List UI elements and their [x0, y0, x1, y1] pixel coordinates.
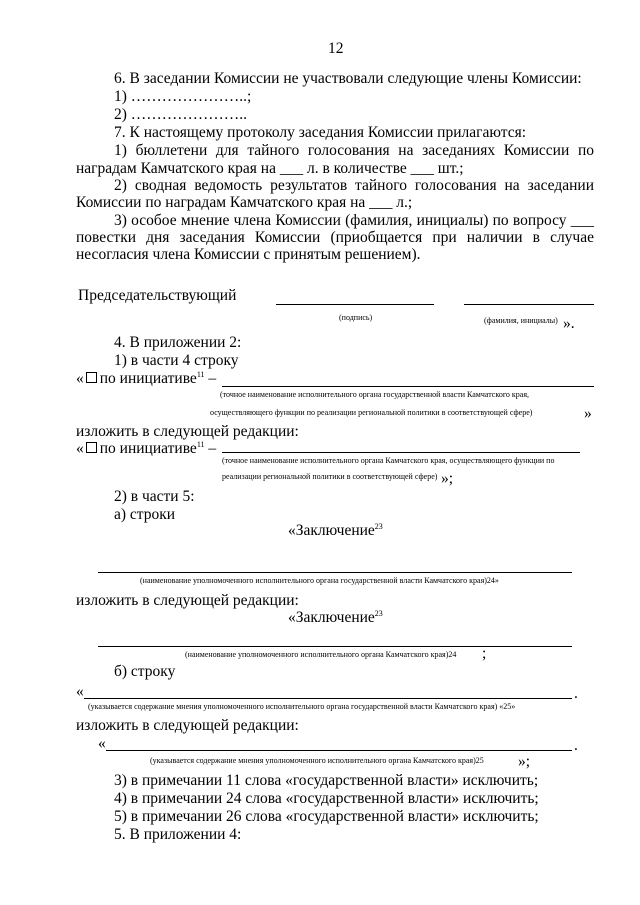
restate-label-1: изложить в следующей редакции:	[76, 423, 299, 440]
blank-line	[84, 698, 572, 699]
blank-line	[106, 750, 572, 751]
blank-line	[98, 646, 572, 647]
open-quote: «	[76, 683, 84, 700]
name-caption: (фамилия, инициалы)	[484, 316, 558, 325]
blank-line	[222, 452, 580, 453]
close-quote-semicolon: »;	[518, 753, 531, 770]
restate-label-3: изложить в следующей редакции:	[76, 717, 299, 734]
exec-caption-old-line-2: осуществляющего функции по реализации региональной политики в соответствующей сфере)	[210, 408, 533, 417]
initiative-line-new	[76, 440, 216, 458]
paragraph-7-item-3-line-1: 3) особое мнение члена Комиссии (фамилия, инициалы) по вопросу ___	[114, 212, 594, 229]
initiative-text: по инициативе	[99, 370, 197, 387]
paragraph-4-item-1: 1) в части 4 строку	[114, 352, 239, 369]
paragraph-4-item-2a: а) строки	[114, 506, 176, 523]
conclusion-text: «Заключение	[288, 522, 375, 539]
paragraph-4-item-3: 3) в примечании 11 слова «государственной власти» исключить;	[114, 772, 539, 789]
footnote-mark: 23	[374, 522, 383, 531]
checkbox-icon	[86, 442, 97, 453]
paragraph-4-item-2: 2) в части 5:	[114, 488, 195, 505]
exec-caption-new-line-2: реализации региональной политики в соответствующей сфере)	[222, 472, 438, 481]
open-quote: «	[76, 370, 84, 387]
paragraph-4-item-4: 4) в примечании 24 слова «государственной власти» исключить;	[114, 790, 539, 807]
close-quote-semicolon: »;	[441, 470, 454, 487]
closing-quote: ».	[563, 315, 575, 332]
conclusion-heading-old	[288, 522, 383, 540]
footnote-mark: 11	[196, 370, 205, 379]
dash: –	[204, 440, 217, 457]
paragraph-6-item-2: 2) …………………..	[114, 106, 248, 123]
paragraph-7-item-1-line-2: наградам Камчатского края на ___ л. в количестве ___ шт.;	[76, 160, 464, 177]
checkbox-icon	[86, 372, 97, 383]
initiative-line-old	[76, 370, 216, 388]
restate-label-2: изложить в следующей редакции:	[76, 592, 299, 609]
dot: .	[574, 737, 578, 754]
paragraph-4-item-5: 5) в примечании 26 слова «государственной власти» исключить;	[114, 808, 539, 825]
paragraph-7-item-2-line-2: Комиссии по наградам Камчатского края на ___ л.;	[76, 194, 413, 211]
initiative-text: по инициативе	[99, 440, 197, 457]
close-quote: »	[584, 405, 592, 422]
footnote-mark: 11	[196, 440, 205, 449]
footnote-mark: 23	[374, 609, 383, 618]
dash: –	[204, 370, 217, 387]
paragraph-7-item-3-line-2: повестки дня заседания Комиссии (приобщается при наличии в случае	[76, 229, 594, 246]
exec-caption-new-line-1: (точное наименование исполнительного органа Камчатского края, осуществляющего функции по	[222, 456, 555, 465]
exec-caption-old-line-1: (точное наименование исполнительного органа государственной власти Камчатского края,	[220, 390, 530, 399]
dot: .	[574, 685, 578, 702]
paragraph-4: 4. В приложении 2:	[114, 334, 242, 351]
opinion-caption-new: (указывается содержание мнения уполномоченного исполнительного органа Камчатского края)25	[150, 756, 484, 765]
page-number: 12	[328, 40, 344, 57]
paragraph-7-item-2-line-1: 2) сводная ведомость результатов тайного голосования на заседании	[114, 177, 594, 194]
chairperson-label: Председательствующий	[78, 287, 237, 304]
blank-line	[98, 572, 572, 573]
paragraph-7-item-3-line-3: несогласия члена Комиссии с принятым решением).	[76, 246, 421, 263]
paragraph-5: 5. В приложении 4:	[114, 826, 242, 843]
open-quote: «	[98, 735, 106, 752]
open-quote: «	[76, 440, 84, 457]
semicolon: ;	[482, 645, 487, 662]
signature-caption: (подпись)	[339, 313, 373, 322]
paragraph-6-item-1: 1) …………………..;	[114, 88, 252, 105]
paragraph-6: 6. В заседании Комиссии не участвовали следующие члены Комиссии:	[114, 70, 582, 87]
paragraph-7-item-1-line-1: 1) бюллетени для тайного голосования на заседаниях Комиссии по	[114, 142, 594, 159]
blank-line	[222, 386, 594, 387]
name-line	[464, 304, 594, 305]
signature-line	[276, 304, 434, 305]
conclusion-text: «Заключение	[288, 609, 375, 626]
paragraph-4-item-2b: б) строку	[114, 663, 176, 680]
conclusion-heading-new	[288, 609, 383, 627]
authority-caption-old: (наименование уполномоченного исполнительного органа государственной власти Камчатского края)24»	[140, 576, 499, 585]
paragraph-7: 7. К настоящему протоколу заседания Комиссии прилагаются:	[114, 124, 527, 141]
opinion-caption-old: (указывается содержание мнения уполномоченного исполнительного органа государственной власти Камчатского края) «25»	[88, 702, 516, 711]
authority-caption-new: (наименование уполномоченного исполнительного органа Камчатского края)24	[185, 650, 457, 659]
